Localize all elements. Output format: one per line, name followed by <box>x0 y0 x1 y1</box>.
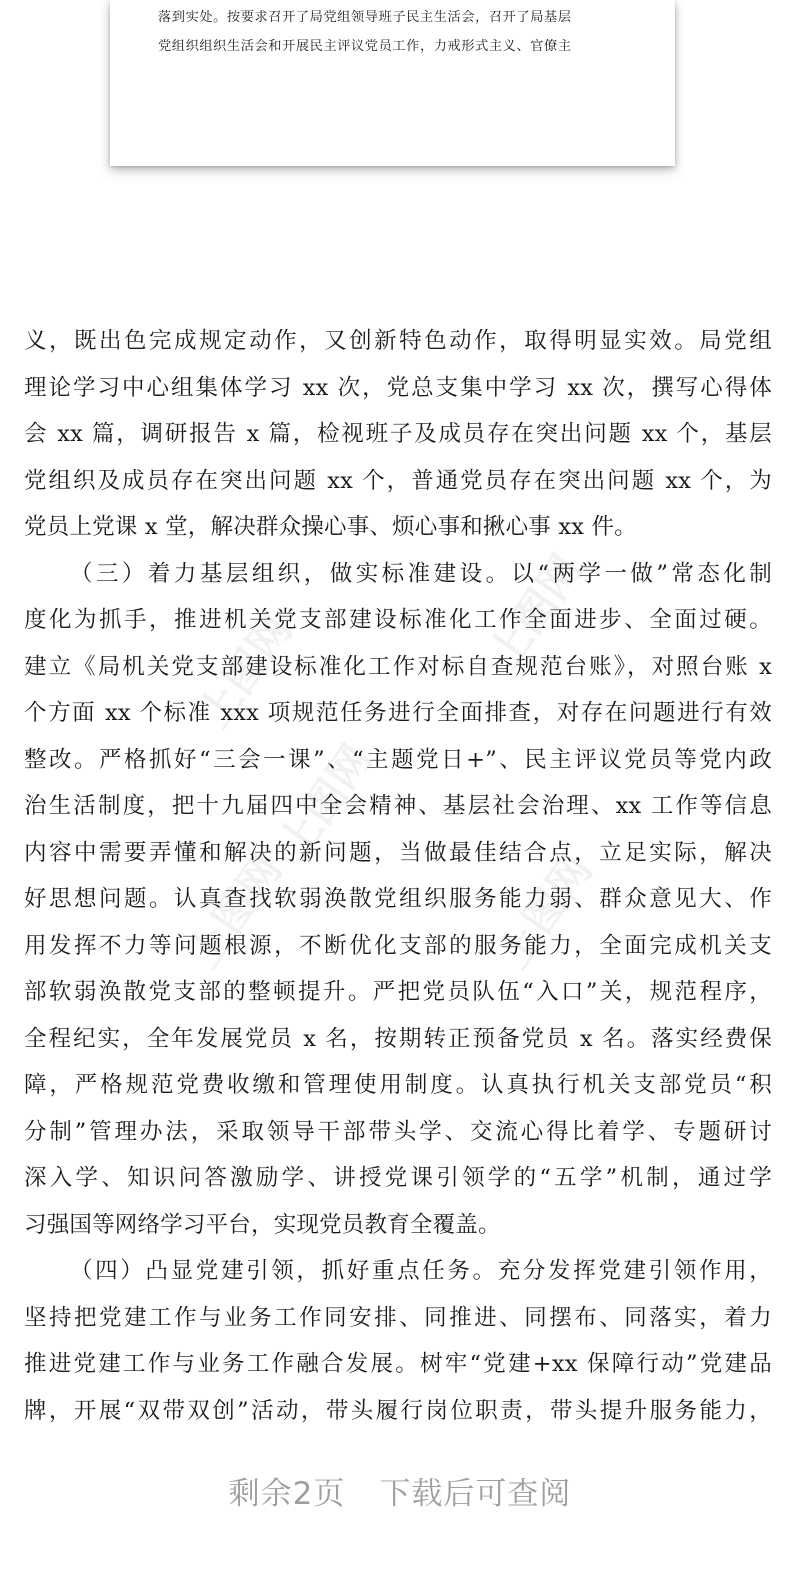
text-line: 理论学习中心组集体学习 xx 次，党总支集中学习 xx 次，撰写心得体 <box>24 374 772 401</box>
download-to-view-text: 下载后可查阅 <box>379 1476 572 1512</box>
section-heading-line: （四）凸显党建引领，抓好重点任务。充分发挥党建引领作用， <box>70 1258 772 1284</box>
watermark: 上图网 <box>178 845 292 978</box>
document-preview-card <box>110 0 675 166</box>
text-line: 党组织及成员存在突出问题 xx 个，普通党员存在突出问题 xx 个，为 <box>24 467 772 494</box>
text-line: 义，既出色完成规定动作，又创新特色动作，取得明显实效。局党组 <box>24 328 772 354</box>
text-line: 个方面 xx 个标准 xxx 项规范任务进行全面排查，对存在问题进行有效 <box>24 700 772 726</box>
text-line: 障，严格规范党费收缴和管理使用制度。认真执行机关支部党员“积 <box>24 1072 772 1098</box>
remaining-pages-text: 剩余2页 <box>228 1476 346 1512</box>
text-line: 好思想问题。认真查找软弱涣散党组织服务能力弱、群众意见大、作 <box>24 886 772 912</box>
watermark: 上图网 <box>188 605 302 738</box>
text-line: 会 xx 篇，调研报告 x 篇，检视班子及成员存在突出问题 xx 个，基层 <box>24 421 772 447</box>
text-line: 整改。严格抓好“三会一课”、“主题党日+”、民主评议党员等党内政 <box>24 746 772 773</box>
text-line: 内容中需要弄懂和解决的新问题，当做最佳结合点，立足实际，解决 <box>24 839 772 866</box>
watermark: 上图网 <box>478 545 592 678</box>
text-line: 治生活制度，把十九届四中全会精神、基层社会治理、xx 工作等信息 <box>24 793 772 819</box>
text-line: 党员上党课 x 堂，解决群众操心事、烦心事和揪心事 xx 件。 <box>24 514 637 540</box>
text-line: 全程纪实，全年发展党员 x 名，按期转正预备党员 x 名。落实经费保 <box>24 1025 772 1052</box>
text-line: 度化为抓手，推进机关党支部建设标准化工作全面进步、全面过硬。 <box>24 607 772 633</box>
download-prompt[interactable] <box>0 1468 800 1513</box>
watermark: 上图网 <box>268 735 382 868</box>
text-line: 建立《局机关党支部建设标准化工作对标自查规范台账》，对照台账 x <box>24 653 772 680</box>
document-body <box>24 318 772 1434</box>
watermark: 上图网 <box>488 845 602 978</box>
section-heading-line: （三）着力基层组织，做实标准建设。以“两学一做”常态化制 <box>70 560 772 587</box>
text-line: 坚持把党建工作与业务工作同安排、同推进、同摆布、同落实，着力 <box>24 1304 772 1331</box>
preview-line: 党组织组织生活会和开展民主评议党员工作，力戒形式主义、官僚主 <box>158 39 572 54</box>
text-line: 牌，开展“双带双创”活动，带头履行岗位职责，带头提升服务能力， <box>24 1397 772 1424</box>
text-line: 深入学、知识问答激励学、讲授党课引领学的“五学”机制，通过学 <box>24 1165 772 1191</box>
text-line: 分制”管理办法，采取领导干部带头学、交流心得比着学、专题研讨 <box>24 1118 772 1145</box>
text-line: 部软弱涣散党支部的整顿提升。严把党员队伍“入口”关，规范程序， <box>24 979 772 1005</box>
preview-line: 落到实处。按要求召开了局党组领导班子民主生活会，召开了局基层 <box>158 10 572 25</box>
text-line: 习强国等网络学习平台，实现党员教育全覆盖。 <box>24 1211 501 1238</box>
text-line: 推进党建工作与业务工作融合发展。树牢“党建+xx 保障行动”党建品 <box>24 1351 772 1377</box>
text-line: 用发挥不力等问题根源，不断优化支部的服务能力，全面完成机关支 <box>24 932 772 959</box>
